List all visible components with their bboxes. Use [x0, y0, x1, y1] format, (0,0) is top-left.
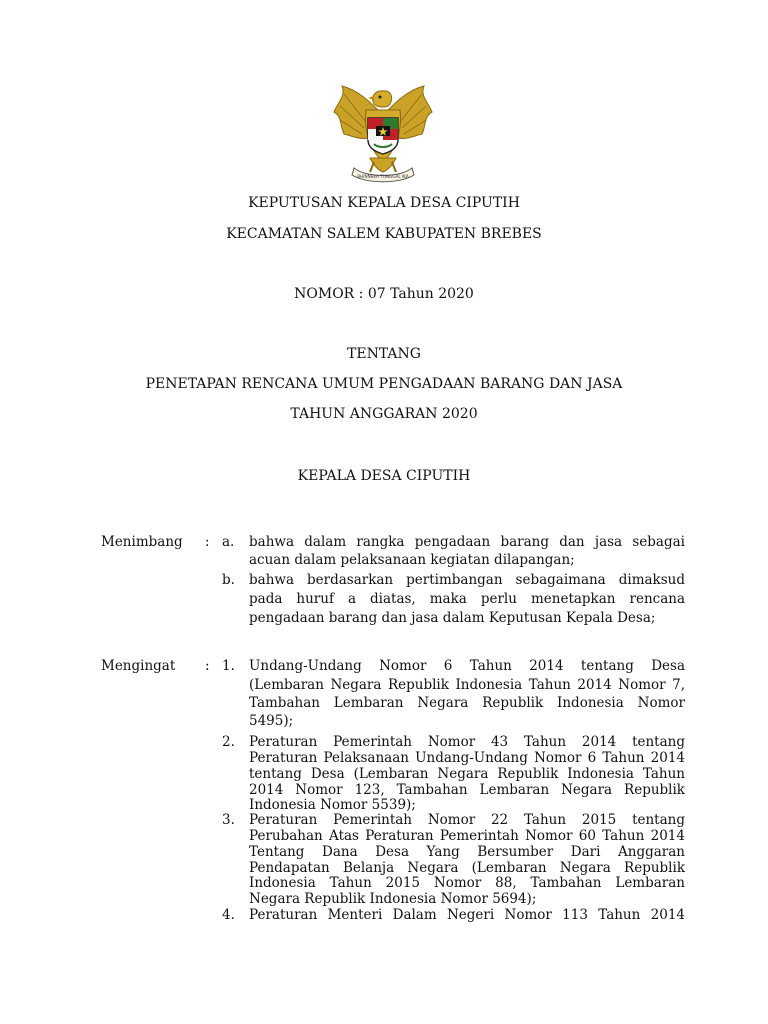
line: pada huruf a diatas, maka perlu menetapkan rencana — [249, 591, 685, 607]
item-marker: 4. — [222, 907, 235, 923]
item-marker: b. — [222, 572, 235, 588]
line: Peraturan Pelaksanaan Undang-Undang Nomor 6 Tahun 2014 — [249, 750, 685, 766]
svg-text:BHINNEKA TUNGGAL IKA: BHINNEKA TUNGGAL IKA — [357, 174, 409, 179]
section-colon: : — [205, 658, 210, 674]
line: Perubahan Atas Peraturan Pemerintah Nomor 60 Tahun 2014 — [249, 828, 685, 844]
line: Tentang Dana Desa Yang Bersumber Dari Anggaran — [249, 844, 685, 860]
line: Pendapatan Belanja Negara (Lembaran Negara Republik — [249, 860, 685, 876]
decree-number: NOMOR : 07 Tahun 2020 — [294, 286, 474, 302]
line: Peraturan Pemerintah Nomor 43 Tahun 2014 tentang — [249, 734, 685, 750]
line: tentang Desa (Lembaran Negara Republik Indonesia Tahun — [249, 766, 685, 782]
decree-subject-line1: PENETAPAN RENCANA UMUM PENGADAAN BARANG DAN JASA — [145, 376, 623, 392]
line: Peraturan Menteri Dalam Negeri Nomor 113 Tahun 2014 — [249, 907, 685, 923]
line: 2014 Nomor 123, Tambahan Lembaran Negara Republik — [249, 782, 685, 798]
line: (Lembaran Negara Republik Indonesia Tahun 2014 Nomor 7, — [249, 677, 685, 693]
line: Negara Republik Indonesia Nomor 5694); — [249, 891, 537, 907]
item-marker: 1. — [222, 658, 235, 674]
line: 5495); — [249, 713, 294, 729]
item-marker: 2. — [222, 734, 235, 750]
line: Tambahan Lembaran Negara Republik Indonesia Nomor — [249, 695, 685, 711]
section-label-menimbang: Menimbang — [101, 534, 183, 550]
line: bahwa dalam rangka pengadaan barang dan jasa sebagai — [249, 534, 685, 550]
line: bahwa berdasarkan pertimbangan sebagaimana dimaksud — [249, 572, 685, 588]
line: Indonesia Nomor 5539); — [249, 797, 416, 813]
line: pengadaan barang dan jasa dalam Keputusan Kepala Desa; — [249, 610, 656, 626]
line: Undang-Undang Nomor 6 Tahun 2014 tentang Desa — [249, 658, 685, 674]
line: Indonesia Tahun 2015 Nomor 88, Tambahan Lembaran — [249, 875, 685, 891]
decree-official: KEPALA DESA CIPUTIH — [297, 468, 471, 484]
garuda-pancasila-icon — [330, 82, 436, 186]
section-label-mengingat: Mengingat — [101, 658, 176, 674]
decree-title: KEPUTUSAN KEPALA DESA CIPUTIH — [248, 195, 520, 211]
item-marker: a. — [222, 534, 235, 550]
item-marker: 3. — [222, 812, 235, 828]
decree-subject-line2: TAHUN ANGGARAN 2020 — [290, 406, 478, 422]
decree-jurisdiction: KECAMATAN SALEM KABUPATEN BREBES — [226, 226, 542, 242]
garuda-emblem — [330, 82, 436, 186]
line: acuan dalam pelaksanaan kegiatan dilapangan; — [249, 552, 575, 568]
line: Peraturan Pemerintah Nomor 22 Tahun 2015 tentang — [249, 812, 685, 828]
section-colon: : — [205, 534, 210, 550]
decree-about: TENTANG — [347, 346, 421, 362]
